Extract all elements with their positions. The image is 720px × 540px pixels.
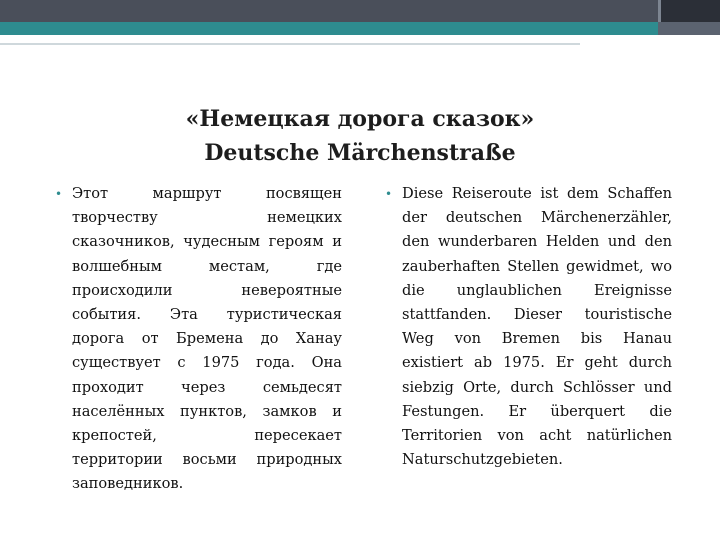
russian-paragraph: Этот маршрут посвящен творчеству немецких сказочников, чудесным героям и волшебным местам, где происходили невероятные события. Эта туристическая дорога от Бремена до Ханау существует с 1975 года. Она проходит через семьдесят населённых пунктов, замков и крепостей, пересекает территории восьми природных заповедников. <box>72 185 342 493</box>
accent-band <box>0 22 720 35</box>
german-text-column <box>385 182 672 472</box>
russian-text-column <box>55 182 342 497</box>
header-band-corner <box>658 0 720 22</box>
german-paragraph: Diese Reiseroute ist dem Schaffen der deutschen Märchenerzähler, den wunderbaren Helden und den zauberhaften Stellen gewidmet, wo die unglaublichen Ereignisse stattfanden. Dieser touristische Weg von Bremen bis Hanau existiert ab 1975. Er geht durch siebzig Orte, durch Schlösser und Festungen. Er überquert die Territorien von acht natürlichen Naturschutzgebieten. <box>402 185 672 469</box>
bullet-icon: • <box>55 187 63 201</box>
bullet-icon: • <box>385 187 393 201</box>
accent-band-corner <box>658 22 720 35</box>
slide-title <box>0 102 720 170</box>
title-german: Deutsche Märchenstraße <box>204 140 516 166</box>
title-russian: «Немецкая дорога сказок» <box>185 106 535 132</box>
header-band <box>0 0 720 22</box>
divider-line <box>0 43 580 45</box>
